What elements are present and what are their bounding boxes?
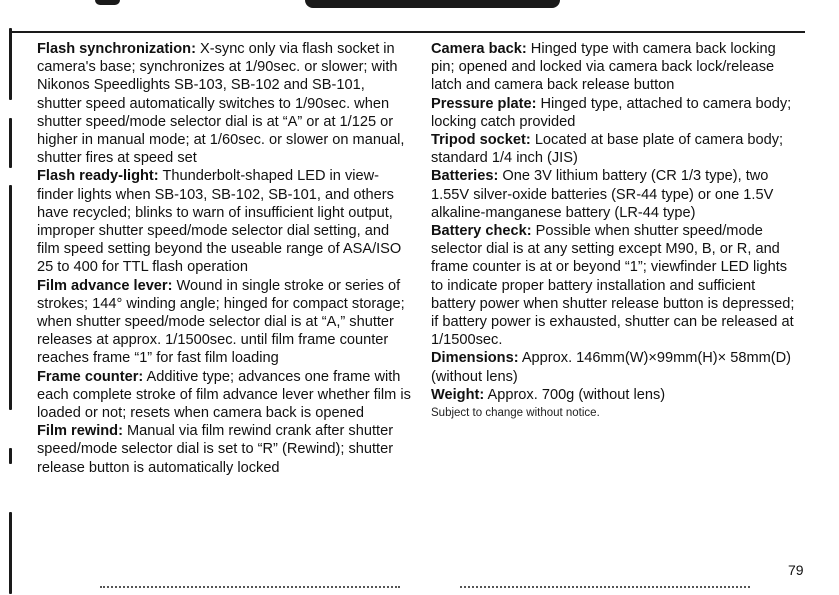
left-margin-mark bbox=[9, 185, 12, 410]
spec-term: Dimensions: bbox=[431, 350, 519, 367]
spec-text: Additive type; advances one frame with each complete stroke of film advance lever whether film is loaded or not; resets when camera back is opened bbox=[37, 368, 411, 422]
top-scan-smudge-left bbox=[95, 0, 120, 5]
spec-entry-camera-back bbox=[431, 40, 803, 95]
spec-text: Approx. 146mm(W)×99mm(H)× 58mm(D) (without lens) bbox=[431, 350, 792, 385]
bottom-scan-noise bbox=[100, 586, 400, 591]
page-number: 79 bbox=[788, 562, 804, 578]
spec-text: Possible when shutter speed/mode selector dial is at any setting except M90, B, or R, and frame counter is at or beyond “1”; viewfinder LED lights to indicate proper battery installation and sufficient battery power when shutter release button is depressed; if battery power is exhausted, shutter can be released at 1/1500sec. bbox=[431, 223, 795, 349]
spec-text: One 3V lithium battery (CR 1/3 type), two 1.55V silver-oxide batteries (SR-44 type) or one 1.5V alkaline-manganese battery (LR-44 type) bbox=[431, 168, 774, 221]
spec-entry-pressure-plate bbox=[431, 95, 803, 131]
spec-column-right bbox=[431, 40, 803, 420]
spec-text: Thunderbolt-shaped LED in view-finder lights when SB-103, SB-102, SB-101, and others have recycled; blinks to warn of insufficient light output, improper shutter speed/mode selector dial setting, and film speed setting beyond the useable range of ASA/ISO 25 to 400 for TTL flash operation bbox=[37, 168, 402, 276]
bottom-scan-noise bbox=[460, 586, 750, 591]
spec-entry-film-rewind bbox=[37, 422, 413, 477]
spec-entry-battery-check bbox=[431, 222, 803, 349]
spec-entry-film-advance-lever bbox=[37, 277, 413, 368]
spec-column-left bbox=[37, 40, 413, 477]
spec-term: Flash synchronization: bbox=[37, 41, 196, 57]
spec-term: Film rewind: bbox=[37, 423, 123, 440]
spec-term: Camera back: bbox=[431, 41, 527, 57]
spec-text: Hinged type, attached to camera body; locking catch provided bbox=[431, 95, 792, 130]
spec-text: Located at base plate of camera body; standard 1/4 inch (JIS) bbox=[431, 132, 784, 167]
spec-term: Tripod socket: bbox=[431, 132, 531, 149]
top-rule bbox=[10, 31, 805, 33]
spec-entry-tripod-socket bbox=[431, 131, 803, 167]
spec-term: Pressure plate: bbox=[431, 95, 537, 112]
spec-entry-frame-counter bbox=[37, 368, 413, 423]
change-notice: Subject to change without notice. bbox=[431, 407, 600, 420]
spec-text: Wound in single stroke or series of strokes; 144° winding angle; hinged for compact storage; when shutter speed/mode selector dial is at “A,” shutter releases at approx. 1/1500sec. until film frame counter reaches frame “1” for fast film loading bbox=[37, 277, 405, 367]
spec-entry-dimensions bbox=[431, 349, 803, 385]
left-margin-mark bbox=[9, 512, 12, 594]
spec-entry-flash-ready-light bbox=[37, 167, 413, 276]
left-margin-mark bbox=[9, 448, 12, 464]
spec-text: Hinged type with camera back locking pin; opened and locked via camera back lock/release latch and camera back release button bbox=[431, 41, 776, 94]
left-margin-mark bbox=[9, 118, 12, 168]
top-scan-smudge-right bbox=[305, 0, 560, 8]
spec-text: Approx. 700g (without lens) bbox=[487, 386, 666, 403]
spec-entry-flash-synchronization bbox=[37, 40, 413, 167]
spec-term: Batteries: bbox=[431, 168, 499, 185]
spec-term: Battery check: bbox=[431, 223, 532, 240]
spec-term: Frame counter: bbox=[37, 368, 144, 385]
spec-term: Weight: bbox=[431, 386, 485, 403]
spec-term: Flash ready-light: bbox=[37, 168, 159, 185]
spec-text: X-sync only via flash socket in camera's base; synchronizes at 1/90sec. or slower; with Nikonos Speedlights SB-103, SB-102 and SB-101, shutter speed automatically switches to 1/90sec. when shutter speed/mode selector dial is at “A” or at 1/125 or higher in manual mode; at 1/60sec. or slower on manual, shutter fires at speed set bbox=[37, 41, 405, 167]
spec-entry-weight bbox=[431, 386, 803, 404]
spec-entry-batteries bbox=[431, 167, 803, 222]
spec-text: Manual via film rewind crank after shutter speed/mode selector dial is set to “R” (Rewind); shutter release button is automatically locked bbox=[37, 423, 394, 476]
left-margin-mark bbox=[9, 28, 12, 100]
spec-term: Film advance lever: bbox=[37, 277, 173, 294]
